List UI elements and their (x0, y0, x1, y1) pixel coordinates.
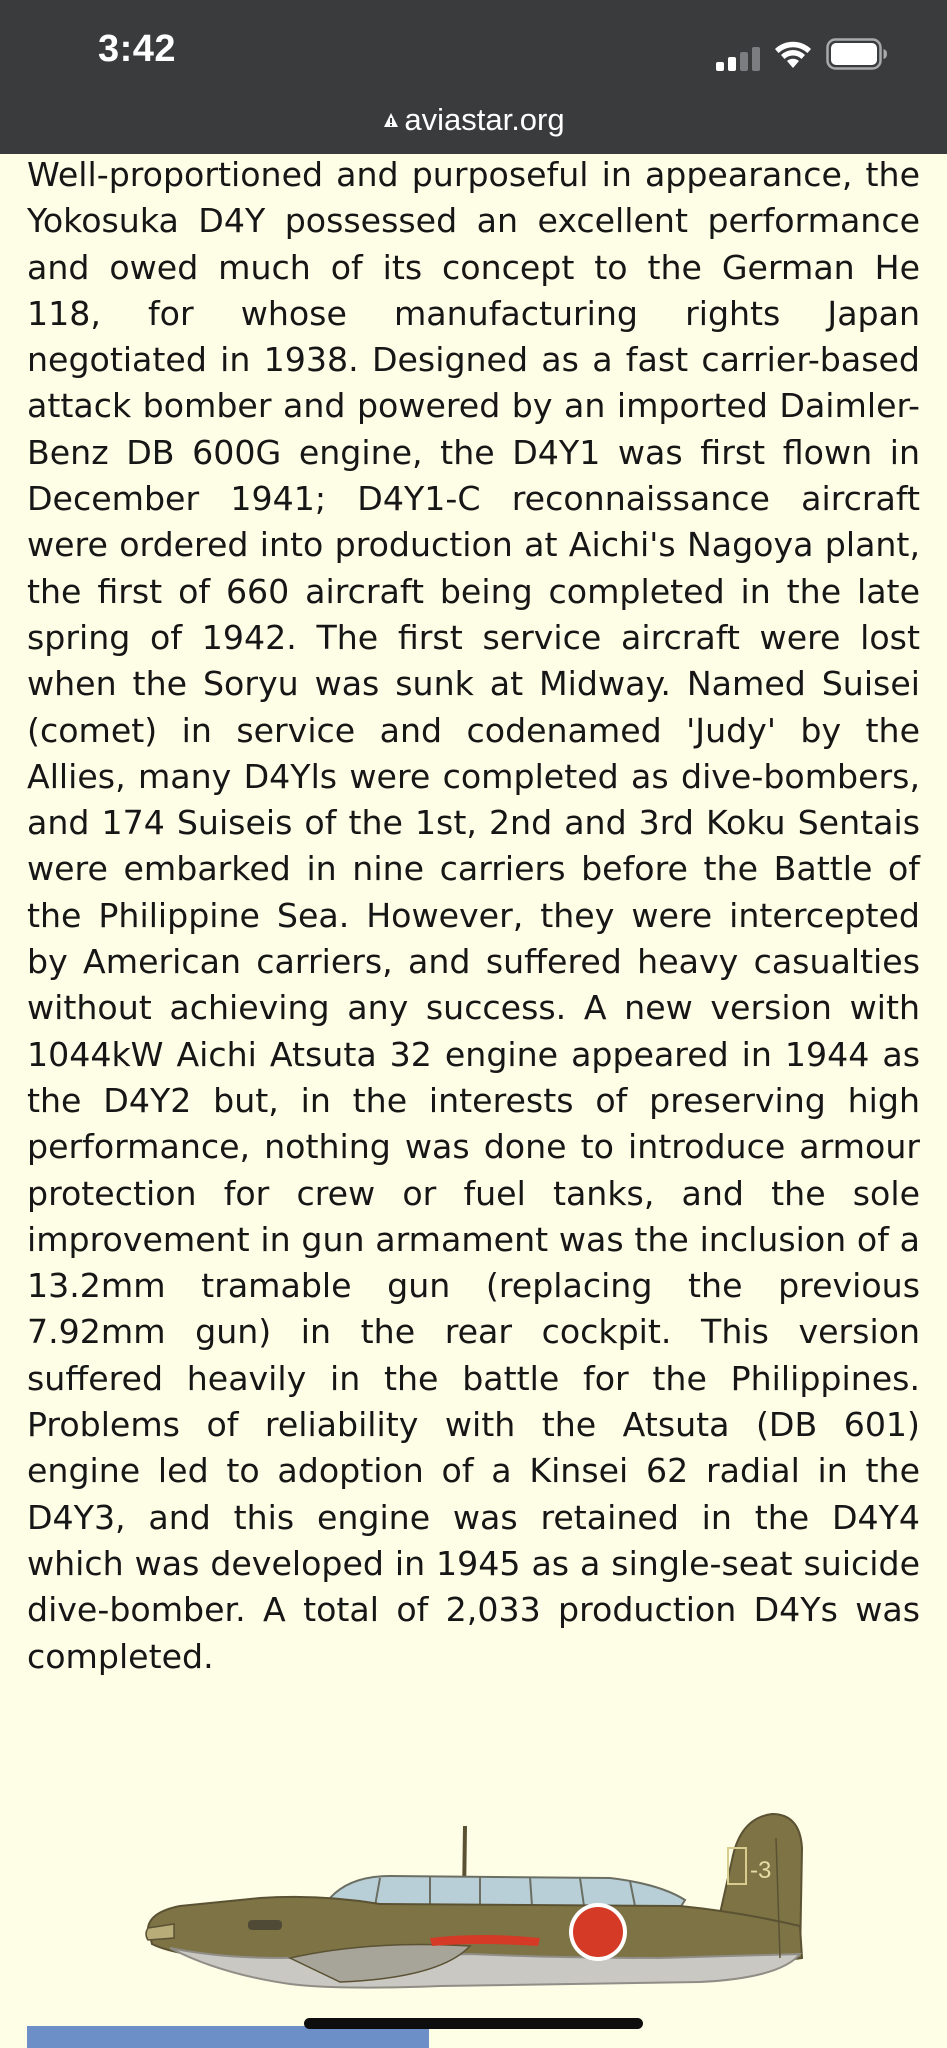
image-preview-strip (27, 2026, 429, 2048)
url-text: aviastar.org (404, 102, 565, 137)
wifi-icon (774, 40, 812, 70)
battery-icon (826, 38, 888, 70)
status-time: 3:42 (98, 28, 177, 70)
browser-chrome (0, 0, 947, 154)
cellular-signal-icon (716, 47, 760, 71)
tail-marking: -3 (750, 1857, 772, 1884)
article-body: Well-proportioned and purposeful in appearance, the Yokosuka D4Y possessed an excellent performance and owed much of its concept to the German He 118, for whose manufacturing rights Japan negotiated in 1938. Designed as a fast carrier-based attack bomber and powered by an imported Daimler-Benz DB 600G engine, the D4Y1 was first flown in December 1941; D4Y1-C reconnaissance aircraft were ordered into production at Aichi's Nagoya plant, the first of 660 aircraft being completed in the late spring of 1942. The first service aircraft were lost when the Soryu was sunk at Midway. Named Suisei (comet) in service and codenamed 'Judy' by the Allies, many D4Yls were completed as dive-bombers, and 174 Suiseis of the 1st, 2nd and 3rd Koku Sentais were embarked in nine carriers before the Battle of the Philippine Sea. However, they were intercepted by American carriers, and suffered heavy casualties without achieving any success. A new version with 1044kW Aichi Atsuta 32 engine appeared in 1944 as the D4Y2 but, in the interests of preserving high performance, nothing was done to introduce armour protection for crew or fuel tanks, and the sole improvement in gun armament was the inclusion of a 13.2mm tramable gun (replacing the previous 7.92mm gun) in the rear cockpit. This version suffered heavily in the battle for the Philippines. Problems of reliability with the Atsuta (DB 601) engine led to adoption of a Kinsei 62 radial in the D4Y3, and this engine was retained in the D4Y4 which was developed in 1945 as a single-seat suicide dive-bomber. A total of 2,033 production D4Ys was completed. (27, 155, 920, 1676)
home-indicator[interactable] (304, 2018, 643, 2029)
aircraft-illustration (140, 1808, 820, 2008)
address-bar[interactable] (0, 98, 947, 142)
lock-icon (382, 111, 400, 129)
